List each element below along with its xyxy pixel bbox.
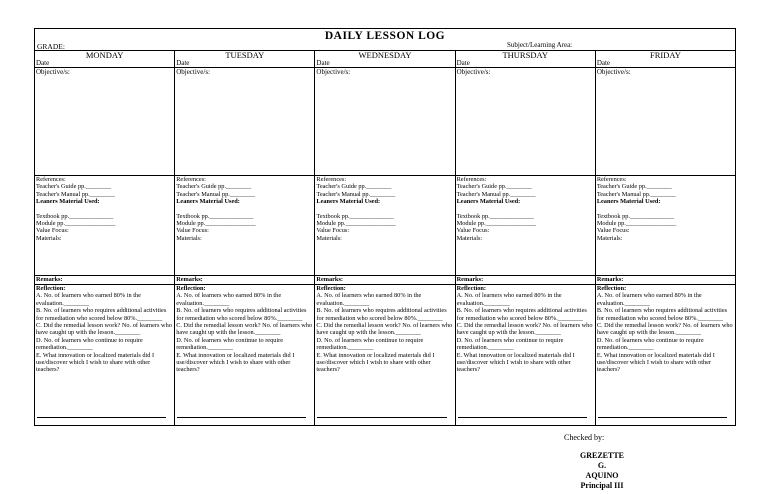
reflection-item-e: E. What innovation or localized materials did I use/discover which I wish to share with other teachers? <box>596 351 715 374</box>
learners-material-label: Leaners Material Used: <box>176 198 240 206</box>
remarks-label[interactable]: Remarks: <box>315 275 454 284</box>
objectives-field[interactable] <box>456 67 595 175</box>
learners-material-label: Leaners Material Used: <box>596 198 661 206</box>
signature-line <box>317 417 446 418</box>
subject-label: Subject/Learning Area: <box>507 41 573 49</box>
reflection-item-b: B. No. of learners who requires additional activities for remediation who scored below 80%.________ <box>316 307 447 322</box>
objectives-label: Objective/s: <box>316 68 351 76</box>
teachers-guide-line: Teacher's Guide pp.________ <box>456 183 532 191</box>
reflection-item-c: C. Did the remedial lesson work? No. of learners who have caught up with the lesson.________ <box>176 322 313 337</box>
objectives-field[interactable] <box>596 67 735 175</box>
reflection-item-d: D. No. of learners who continue to require remediation.________ <box>316 336 424 352</box>
objectives-label: Objective/s: <box>456 68 491 76</box>
materials-label: Materials: <box>596 234 623 242</box>
day-column <box>35 51 174 425</box>
references-section[interactable] <box>315 175 454 275</box>
reflection-label: Reflection: <box>176 285 206 292</box>
teachers-guide-line: Teacher's Guide pp.________ <box>316 183 392 191</box>
reflection-item-d: D. No. of learners who continue to require remediation.________ <box>456 336 564 352</box>
reflection-section[interactable] <box>315 284 454 425</box>
value-focus-label: Value Focus: <box>36 227 69 235</box>
objectives-label: Objective/s: <box>36 68 70 76</box>
signature-line <box>37 417 166 418</box>
materials-label: Materials: <box>176 234 202 242</box>
teachers-manual-line: Teacher's Manual pp.________ <box>316 190 396 198</box>
reflection-item-a: A. No. of learners who earned 80% in the evaluation.________ <box>456 292 562 307</box>
day-name: THURSDAY <box>502 50 548 60</box>
reflection-label: Reflection: <box>596 285 627 292</box>
teachers-manual-line: Teacher's Manual pp.________ <box>456 190 536 198</box>
objectives-field[interactable] <box>175 67 314 175</box>
objectives-field[interactable] <box>315 67 454 175</box>
reflection-item-e: E. What innovation or localized materials did I use/discover which I wish to share with other teachers? <box>456 351 575 374</box>
learners-material-label: Leaners Material Used: <box>316 198 381 206</box>
materials-label: Materials: <box>36 234 62 242</box>
textbook-line: Textbook pp.______________ <box>36 212 114 220</box>
day-name: WEDNESDAY <box>358 50 412 60</box>
reflection-section[interactable] <box>35 284 174 425</box>
value-focus-label: Value Focus: <box>596 227 630 235</box>
value-focus-label: Value Focus: <box>176 227 209 235</box>
materials-label: Materials: <box>316 234 342 242</box>
signer-title: Principal III <box>580 481 624 490</box>
textbook-line: Textbook pp.______________ <box>596 212 675 220</box>
remarks-label[interactable]: Remarks: <box>35 275 174 284</box>
lesson-log-sheet <box>34 28 736 426</box>
reflection-item-b: B. No. of learners who requires additional activities for remediation who scored below 80%.________ <box>36 307 167 322</box>
checked-by-label: Checked by: <box>564 433 605 442</box>
signature-line <box>458 417 587 418</box>
materials-label: Materials: <box>456 234 483 242</box>
reflection-item-c: C. Did the remedial lesson work? No. of learners who have caught up with the lesson.________ <box>456 322 593 337</box>
references-section[interactable] <box>456 175 595 275</box>
reflection-item-a: A. No. of learners who earned 80% in the evaluation.________ <box>596 292 702 307</box>
day-column <box>455 51 595 425</box>
learners-material-label: Leaners Material Used: <box>36 198 100 206</box>
references-label: References: <box>456 176 487 183</box>
teachers-guide-line: Teacher's Guide pp.________ <box>596 183 672 191</box>
textbook-line: Textbook pp.______________ <box>176 212 254 220</box>
reflection-label: Reflection: <box>316 285 346 292</box>
day-name: FRIDAY <box>649 50 681 60</box>
references-section[interactable] <box>596 175 735 275</box>
reflection-item-b: B. No. of learners who requires additional activities for remediation who scored below 80%.________ <box>176 307 307 322</box>
date-field[interactable]: Date <box>316 59 330 67</box>
reflection-section[interactable] <box>175 284 314 425</box>
reflection-item-c: C. Did the remedial lesson work? No. of learners who have caught up with the lesson.________ <box>36 322 172 337</box>
textbook-line: Textbook pp.______________ <box>316 212 394 220</box>
objectives-label: Objective/s: <box>176 68 211 76</box>
objectives-field[interactable] <box>35 67 174 175</box>
teachers-guide-line: Teacher's Guide pp.________ <box>36 183 112 191</box>
references-label: References: <box>176 176 206 183</box>
references-label: References: <box>596 176 627 183</box>
references-label: References: <box>316 176 347 183</box>
day-columns <box>35 51 735 425</box>
learners-material-label: Leaners Material Used: <box>456 198 521 206</box>
module-line: Module pp.________________ <box>316 220 396 228</box>
textbook-line: Textbook pp.______________ <box>456 212 534 220</box>
remarks-label[interactable]: Remarks: <box>596 275 735 284</box>
page-title: DAILY LESSON LOG <box>324 30 446 42</box>
reflection-section[interactable] <box>596 284 735 425</box>
value-focus-label: Value Focus: <box>456 227 490 235</box>
reflection-item-d: D. No. of learners who continue to require remediation.________ <box>596 336 704 352</box>
day-column <box>174 51 314 425</box>
day-name: MONDAY <box>85 50 124 60</box>
reflection-item-e: E. What innovation or localized materials did I use/discover which I wish to share with other teachers? <box>36 351 155 374</box>
signer-name-line-1: GREZETTE G. <box>579 451 624 470</box>
day-column <box>314 51 454 425</box>
reflection-item-e: E. What innovation or localized materials did I use/discover which I wish to share with other teachers? <box>176 351 295 374</box>
reflection-item-d: D. No. of learners who continue to require remediation.________ <box>36 336 143 352</box>
signer-block <box>576 451 628 491</box>
signature-line <box>177 417 306 418</box>
references-section[interactable] <box>175 175 314 275</box>
teachers-manual-line: Teacher's Manual pp.________ <box>596 190 676 198</box>
remarks-label[interactable]: Remarks: <box>175 275 314 284</box>
teachers-manual-line: Teacher's Manual pp.________ <box>36 190 115 198</box>
remarks-label[interactable]: Remarks: <box>456 275 595 284</box>
value-focus-label: Value Focus: <box>316 227 350 235</box>
reflection-item-a: A. No. of learners who earned 80% in the evaluation.________ <box>316 292 422 307</box>
date-field[interactable]: Date <box>596 59 611 67</box>
reflection-item-b: B. No. of learners who requires additional activities for remediation who scored below 80%.________ <box>456 307 587 322</box>
date-field[interactable]: Date <box>456 59 470 67</box>
reflection-item-c: C. Did the remedial lesson work? No. of learners who have caught up with the lesson.________ <box>316 322 453 337</box>
module-line: Module pp.________________ <box>596 220 677 228</box>
reflection-item-d: D. No. of learners who continue to require remediation.________ <box>176 336 284 352</box>
module-line: Module pp.________________ <box>36 220 116 228</box>
reflection-item-a: A. No. of learners who earned 80% in the evaluation.________ <box>36 292 141 307</box>
teachers-manual-line: Teacher's Manual pp.________ <box>176 190 256 198</box>
reflection-label: Reflection: <box>36 285 66 292</box>
reflection-item-b: B. No. of learners who requires additional activities for remediation who scored below 80%.________ <box>596 307 728 322</box>
day-name: TUESDAY <box>225 50 265 60</box>
date-field[interactable]: Date <box>36 59 50 67</box>
signer-name-line-2: AQUINO <box>585 471 619 480</box>
reflection-item-c: C. Did the remedial lesson work? No. of learners who have caught up with the lesson.________ <box>596 322 733 337</box>
teachers-guide-line: Teacher's Guide pp.________ <box>176 183 252 191</box>
references-section[interactable] <box>35 175 174 275</box>
reflection-item-a: A. No. of learners who earned 80% in the evaluation.________ <box>176 292 282 307</box>
reflection-item-e: E. What innovation or localized materials did I use/discover which I wish to share with other teachers? <box>316 351 435 374</box>
grade-label: GRADE: <box>37 42 65 51</box>
references-label: References: <box>36 176 66 183</box>
module-line: Module pp.________________ <box>456 220 537 228</box>
reflection-label: Reflection: <box>456 285 486 292</box>
reflection-section[interactable] <box>456 284 595 425</box>
objectives-label: Objective/s: <box>596 68 631 76</box>
date-field[interactable]: Date <box>176 59 190 67</box>
signature-line <box>598 417 727 418</box>
day-column <box>595 51 735 425</box>
module-line: Module pp.________________ <box>176 220 256 228</box>
